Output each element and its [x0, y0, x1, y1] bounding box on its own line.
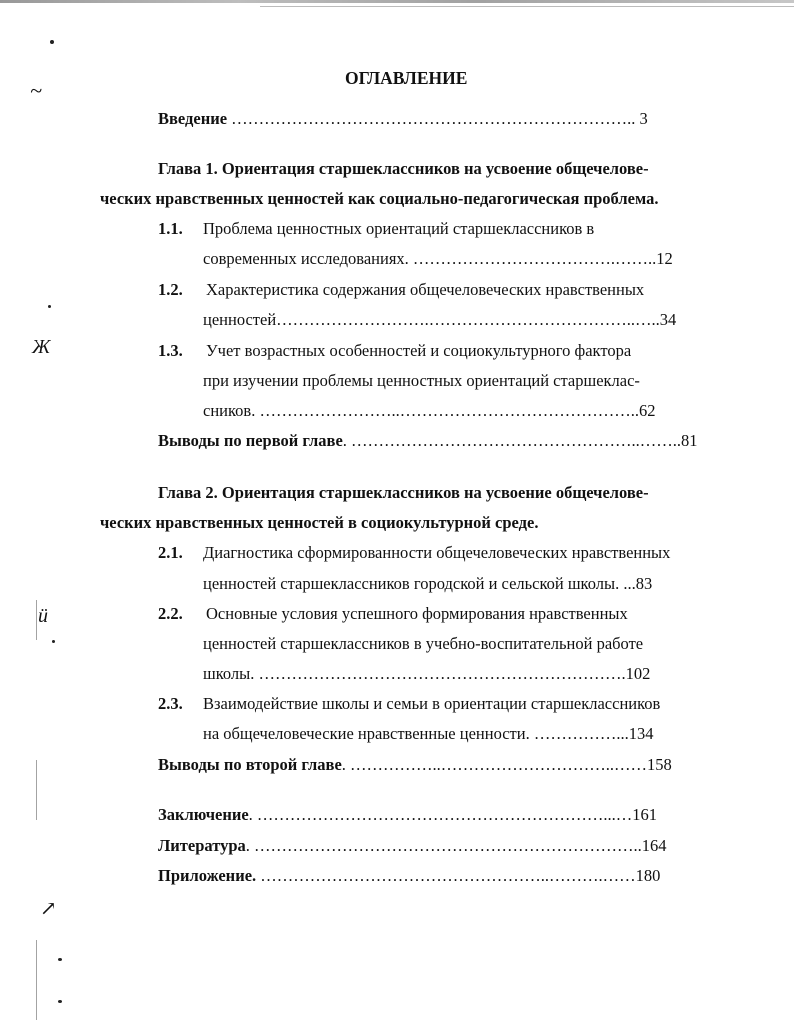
toc-entry-label: Введение	[158, 109, 228, 128]
margin-mark-icon: Ж	[32, 336, 51, 358]
section-number: 1.1.	[158, 219, 183, 238]
chapter-heading-line[interactable]: Глава 2. Ориентация старшеклассников на усвоение общечелове-	[158, 483, 649, 502]
toc-section-1-1-cont[interactable]: современных исследованиях. ……………………………….……..12	[203, 249, 673, 268]
scan-speck	[58, 1000, 62, 1003]
toc-section-1-2[interactable]: Характеристика содержания общечеловеческих нравственных	[206, 280, 645, 299]
scan-speck	[50, 40, 54, 44]
scan-edge-left	[36, 940, 37, 1020]
toc-section-1-1[interactable]: Проблема ценностных ориентаций старшеклассников в	[203, 219, 595, 238]
scan-speck	[58, 958, 62, 961]
toc-leader-dots: ………………………………………………………………..	[231, 109, 636, 128]
toc-chapter1-conclusion[interactable]	[158, 431, 698, 451]
scan-edge-left	[36, 600, 37, 640]
margin-mark-icon: ~	[30, 78, 42, 103]
toc-entry-appendix[interactable]	[158, 866, 660, 886]
toc-entry-conclusion[interactable]	[158, 805, 657, 825]
toc-entry-label: Литература	[158, 836, 246, 855]
section-number: 2.3.	[158, 694, 183, 713]
toc-section-2-1-cont[interactable]: ценностей старшеклассников городской и сельской школы. ...83	[203, 574, 653, 593]
scan-edge-left	[36, 760, 37, 820]
toc-entry-label: Выводы по первой главе	[158, 431, 343, 450]
toc-section-2-2-cont[interactable]: школы. ………………………………………………………….102	[203, 664, 651, 683]
toc-section-1-2-cont[interactable]: ценностей……………………….………………………………..…..34	[203, 310, 677, 329]
page-title: ОГЛАВЛЕНИЕ	[345, 68, 468, 88]
toc-chapter2-conclusion[interactable]	[158, 755, 672, 775]
toc-leader-dots: . ……………………………………………………………..164	[245, 836, 667, 855]
toc-entry-label: Выводы по второй главе	[158, 755, 342, 774]
toc-section-1-3[interactable]: Учет возрастных особенностей и социокультурного фактора	[206, 341, 632, 360]
toc-entry-label: Заключение	[158, 805, 249, 824]
toc-entry-literature[interactable]	[158, 836, 667, 856]
toc-section-2-2[interactable]: Основные условия успешного формирования нравственных	[206, 604, 628, 623]
toc-leader-dots: . ………………………………………………………...…161	[248, 805, 658, 824]
scan-edge-top	[0, 0, 794, 3]
scan-speck	[52, 640, 55, 643]
toc-section-1-3-cont[interactable]: сников. ……………………..……………………………………..62	[203, 401, 656, 420]
section-number: 1.3.	[158, 341, 183, 360]
scan-speck	[48, 305, 51, 308]
toc-section-2-3[interactable]: Взаимодействие школы и семьи в ориентации старшеклассников	[203, 694, 661, 713]
toc-leader-dots: . ……………..…………………………..……158	[341, 755, 672, 774]
toc-entry-label: Приложение.	[158, 866, 257, 885]
chapter-heading-line[interactable]: ческих нравственных ценностей как социально-педагогическая проблема.	[100, 189, 659, 208]
chapter-heading-line[interactable]: ческих нравственных ценностей в социокультурной среде.	[100, 513, 539, 532]
chapter-heading-line[interactable]: Глава 1. Ориентация старшеклассников на усвоение общечелове-	[158, 159, 649, 178]
toc-page-number: 3	[639, 109, 648, 128]
toc-section-1-3-cont[interactable]: при изучении проблемы ценностных ориентаций старшеклас-	[203, 371, 640, 390]
section-number: 2.2.	[158, 604, 183, 623]
section-number: 1.2.	[158, 280, 183, 299]
margin-mark-icon: ü	[38, 605, 48, 627]
toc-leader-dots: ……………………………………………..……….……180	[256, 866, 661, 885]
section-number: 2.1.	[158, 543, 183, 562]
toc-section-2-3-cont[interactable]: на общечеловеческие нравственные ценности. ……………...134	[203, 724, 654, 743]
toc-entry-intro[interactable]	[158, 109, 648, 129]
margin-mark-icon: ↗	[40, 898, 57, 920]
toc-leader-dots: . ……………………………………………..……..81	[342, 431, 698, 450]
scan-edge-line	[260, 6, 794, 7]
toc-section-2-2-cont[interactable]: ценностей старшеклассников в учебно-воспитательной работе	[203, 634, 644, 653]
toc-section-2-1[interactable]: Диагностика сформированности общечеловеческих нравственных	[203, 543, 671, 562]
